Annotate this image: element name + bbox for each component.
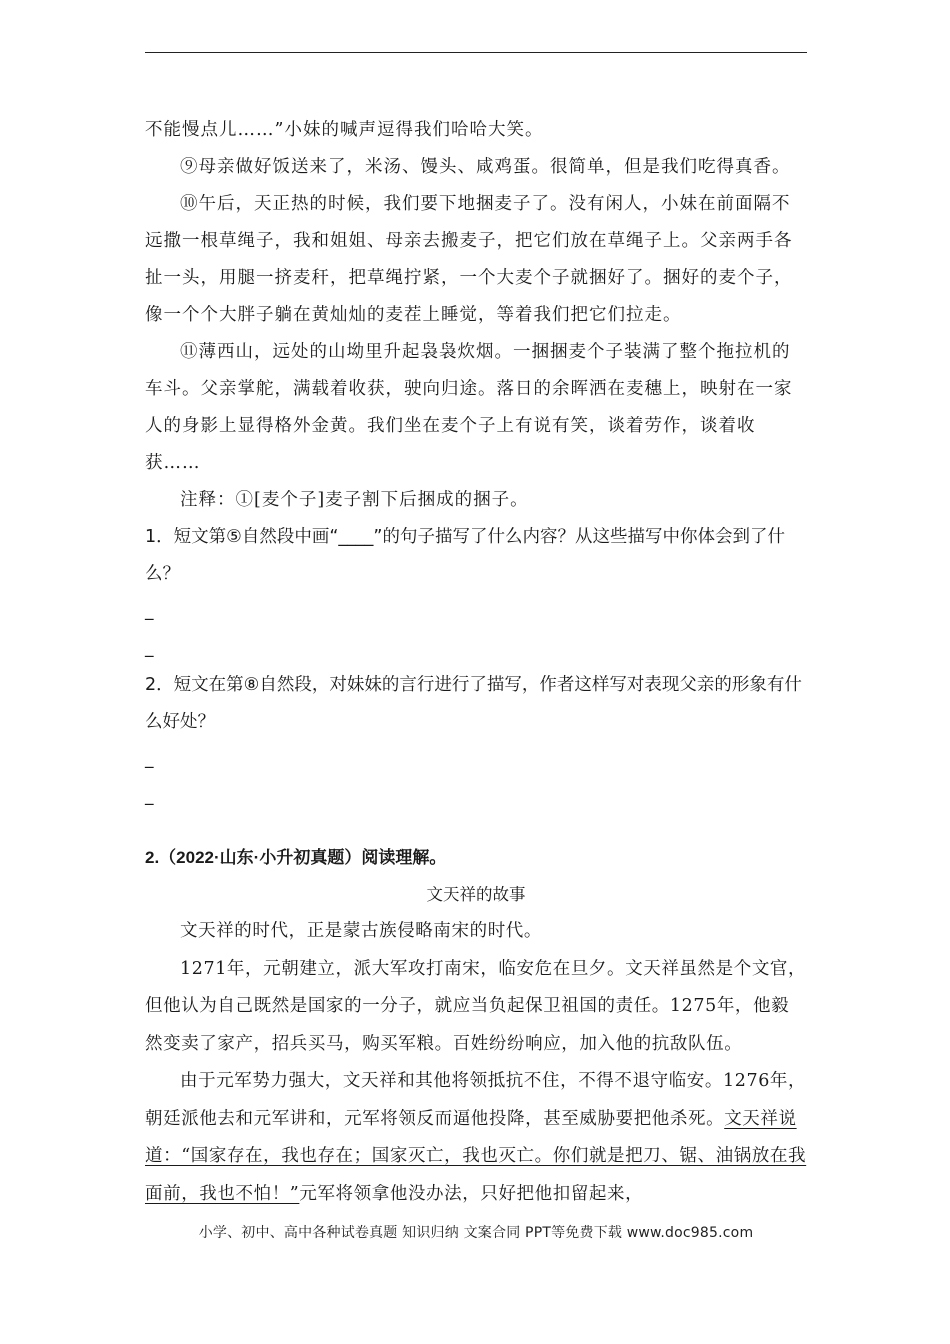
header-rule bbox=[145, 52, 807, 53]
question-2: 2．短文在第⑧自然段，对妹妹的言行进行了描写，作者这样写对表现父亲的形象有什么好处？ bbox=[145, 675, 802, 732]
story-paragraph-3 bbox=[145, 1063, 807, 1213]
underlined-sentence: 文天祥说道：“国家存在，我也存在；国家灭亡，我也灭亡。你们就是把刀、锯、油锅放在我面前，我也不怕！” bbox=[145, 1108, 807, 1204]
answer-line[interactable]: _ bbox=[145, 601, 154, 621]
answer-line[interactable]: _ bbox=[145, 786, 154, 806]
paragraph-9: ⑨母亲做好饭送来了，米汤、馒头、咸鸡蛋。很简单，但是我们吃得真香。 bbox=[180, 157, 791, 177]
paragraph-continued: 不能慢点儿……”小妹的喊声逗得我们哈哈大笑。 bbox=[145, 120, 544, 140]
answer-line[interactable]: _ bbox=[145, 638, 154, 658]
footnote: 注释：①[麦个子]麦子割下后捆成的捆子。 bbox=[180, 490, 529, 510]
spacer bbox=[145, 815, 807, 839]
answer-line[interactable]: _ bbox=[145, 749, 154, 769]
story-paragraph-1: 文天祥的时代，正是蒙古族侵略南宋的时代。 bbox=[180, 921, 542, 941]
paragraph-10: ⑩午后，天正热的时候，我们要下地捆麦子了。没有闲人，小妹在前面隔不远撒一根草绳子，我和姐姐、母亲去搬麦子，把它们放在草绳子上。父亲两手各扯一头，用腿一挤麦秆，把草绳拧紧，一个大麦个子就捆好了。捆好的麦个子，像一个个大胖子躺在黄灿灿的麦茬上睡觉，等着我们把它们拉走。 bbox=[145, 194, 793, 325]
paragraph-11: ⑪薄西山，远处的山坳里升起袅袅炊烟。一捆捆麦个子装满了整个拖拉机的车斗。父亲掌舵，满载着收获，驶向归途。落日的余晖洒在麦穗上，映射在一家人的身影上显得格外金黄。我们坐在麦个子上有说有笑，谈着劳作，谈着收获…… bbox=[145, 342, 793, 473]
page-content bbox=[145, 112, 807, 1213]
question-1: 1．短文第⑤自然段中画“____”的句子描写了什么内容？从这些描写中你体会到了什么？ bbox=[145, 527, 785, 584]
story-text: 元军将领拿他没办法，只好把他扣留起来， bbox=[299, 1183, 644, 1204]
footer-text: 小学、初中、高中各种试卷真题 知识归纳 文案合同 PPT等免费下载 www.doc985.com bbox=[198, 1225, 754, 1241]
story-title: 文天祥的故事 bbox=[426, 885, 526, 904]
story-text: 由于元军势力强大，文天祥和其他将领抵抗不住，不得不退守临安。1276年，朝廷派他去和元军讲和，元军将领反而逼他投降，甚至威胁要把他杀死。 bbox=[145, 1071, 807, 1129]
section-2-heading: 2.（2022·山东·小升初真题）阅读理解。 bbox=[145, 848, 447, 867]
story-paragraph-2: 1271年，元朝建立，派大军攻打南宋，临安危在旦夕。文天祥虽然是个文官，但他认为自己既然是国家的一分子，就应当负起保卫祖国的责任。1275年，他毅然变卖了家产，招兵买马，购买军粮。百姓纷纷响应，加入他的抗敌队伍。 bbox=[145, 958, 807, 1054]
